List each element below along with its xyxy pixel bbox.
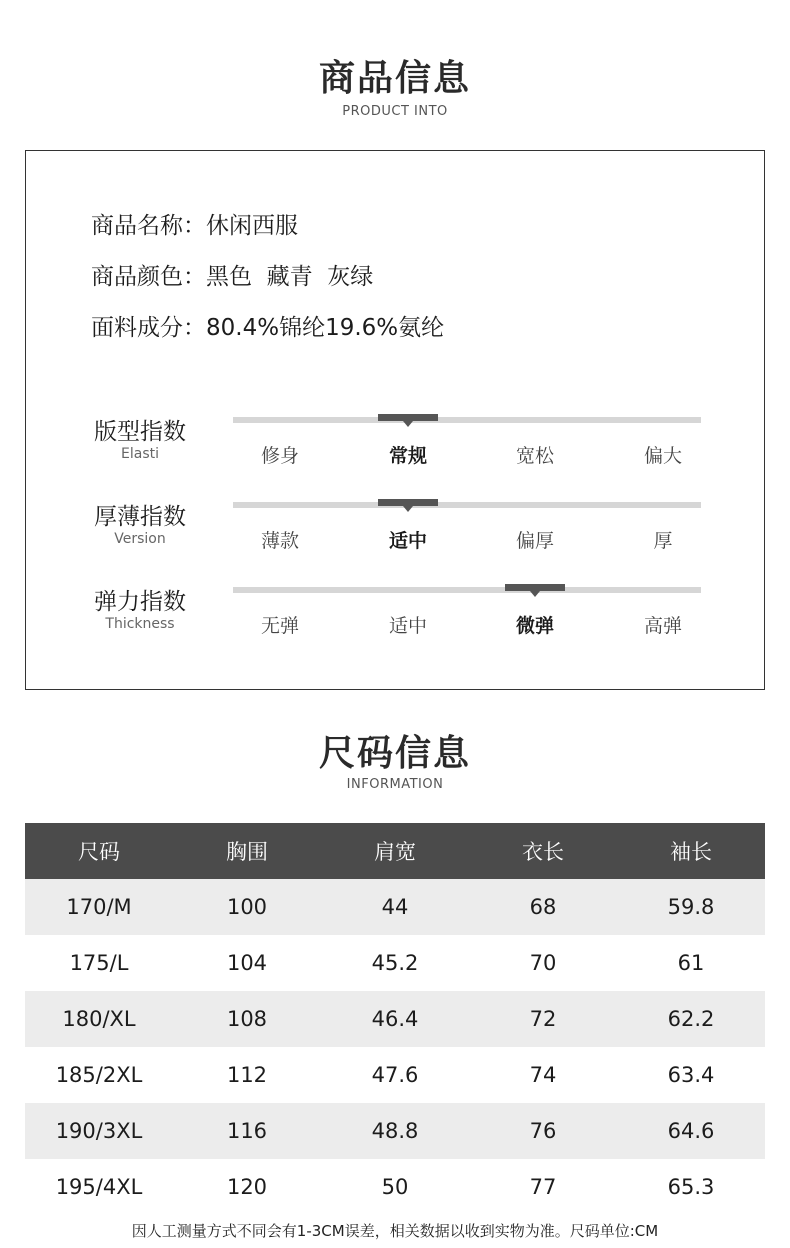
table-cell: 48.8 bbox=[321, 1103, 469, 1159]
size-table-header-cell: 肩宽 bbox=[321, 823, 469, 879]
size-info-title: 尺码信息 bbox=[318, 733, 471, 774]
table-cell: 116 bbox=[173, 1103, 321, 1159]
table-row bbox=[25, 935, 765, 991]
table-cell: 100 bbox=[173, 879, 321, 935]
size-info-subtitle: INFORMATION bbox=[346, 777, 444, 792]
table-cell: 46.4 bbox=[321, 991, 469, 1047]
table-cell: 50 bbox=[321, 1159, 469, 1215]
product-name-label: 商品名称： bbox=[91, 213, 206, 239]
table-cell: 68 bbox=[469, 879, 617, 935]
table-cell: 64.6 bbox=[617, 1103, 765, 1159]
table-cell: 190/3XL bbox=[25, 1103, 173, 1159]
measurement-footnote: 因人工测量方式不同会有1-3CM误差，相关数据以收到实物为准。尺码单位:CM bbox=[131, 1222, 659, 1240]
table-cell: 180/XL bbox=[25, 991, 173, 1047]
elasticity-index-option: 微弹 bbox=[515, 615, 554, 637]
table-row bbox=[25, 1103, 765, 1159]
fit-index-option: 宽松 bbox=[515, 445, 554, 467]
size-table-body bbox=[25, 879, 765, 1215]
table-cell: 175/L bbox=[25, 935, 173, 991]
fit-index-option: 偏大 bbox=[643, 445, 682, 467]
product-info-title: 商品信息 bbox=[318, 58, 471, 99]
table-cell: 76 bbox=[469, 1103, 617, 1159]
elasticity-index-marker bbox=[505, 584, 565, 591]
product-name-value: 休闲西服 bbox=[206, 213, 298, 239]
table-cell: 59.8 bbox=[617, 879, 765, 935]
table-cell: 195/4XL bbox=[25, 1159, 173, 1215]
table-row bbox=[25, 879, 765, 935]
size-table bbox=[25, 823, 765, 1215]
fit-index-option: 常规 bbox=[388, 445, 427, 467]
table-cell: 120 bbox=[173, 1159, 321, 1215]
table-cell: 74 bbox=[469, 1047, 617, 1103]
fit-index-marker bbox=[378, 414, 438, 421]
thickness-index-sublabel: Version bbox=[114, 531, 166, 547]
thickness-index-option: 偏厚 bbox=[515, 530, 554, 552]
thickness-index-label: 厚薄指数 bbox=[94, 504, 186, 530]
table-cell: 77 bbox=[469, 1159, 617, 1215]
table-cell: 185/2XL bbox=[25, 1047, 173, 1103]
thickness-index-option: 厚 bbox=[653, 530, 673, 552]
elasticity-index-sublabel: Thickness bbox=[105, 616, 175, 632]
size-table-header bbox=[25, 823, 765, 879]
elasticity-index-option: 无弹 bbox=[260, 615, 299, 637]
table-cell: 44 bbox=[321, 879, 469, 935]
table-cell: 170/M bbox=[25, 879, 173, 935]
table-cell: 104 bbox=[173, 935, 321, 991]
elasticity-index-option: 高弹 bbox=[643, 615, 682, 637]
fit-index-label: 版型指数 bbox=[94, 419, 186, 445]
fit-index-option: 修身 bbox=[260, 445, 299, 467]
product-color-value: 黑色 藏青 灰绿 bbox=[206, 264, 374, 290]
thickness-index-option: 适中 bbox=[388, 530, 427, 552]
size-table-header-cell: 衣长 bbox=[469, 823, 617, 879]
elasticity-index-label: 弹力指数 bbox=[94, 589, 186, 615]
table-cell: 63.4 bbox=[617, 1047, 765, 1103]
thickness-index-option: 薄款 bbox=[260, 530, 299, 552]
product-color-label: 商品颜色： bbox=[91, 264, 206, 290]
table-row bbox=[25, 991, 765, 1047]
fit-index-sublabel: Elasti bbox=[121, 446, 159, 462]
elasticity-index-option: 适中 bbox=[388, 615, 427, 637]
table-cell: 65.3 bbox=[617, 1159, 765, 1215]
thickness-index-marker bbox=[378, 499, 438, 506]
fabric-label: 面料成分： bbox=[91, 315, 206, 341]
thickness-index-track bbox=[233, 502, 701, 508]
table-cell: 45.2 bbox=[321, 935, 469, 991]
table-row bbox=[25, 1047, 765, 1103]
product-name-line bbox=[91, 207, 298, 240]
table-row bbox=[25, 1159, 765, 1215]
product-info-box bbox=[25, 150, 765, 690]
fabric-line bbox=[91, 309, 444, 342]
table-cell: 108 bbox=[173, 991, 321, 1047]
product-color-line bbox=[91, 258, 373, 291]
table-cell: 47.6 bbox=[321, 1047, 469, 1103]
fabric-value: 80.4%锦纶19.6%氨纶 bbox=[206, 315, 445, 341]
table-cell: 70 bbox=[469, 935, 617, 991]
size-table-header-cell: 胸围 bbox=[173, 823, 321, 879]
table-cell: 72 bbox=[469, 991, 617, 1047]
elasticity-index-track bbox=[233, 587, 701, 593]
product-info-subtitle: PRODUCT INTO bbox=[342, 104, 448, 119]
table-cell: 62.2 bbox=[617, 991, 765, 1047]
fit-index-track bbox=[233, 417, 701, 423]
table-cell: 112 bbox=[173, 1047, 321, 1103]
size-table-header-cell: 尺码 bbox=[25, 823, 173, 879]
size-table-header-cell: 袖长 bbox=[617, 823, 765, 879]
table-cell: 61 bbox=[617, 935, 765, 991]
